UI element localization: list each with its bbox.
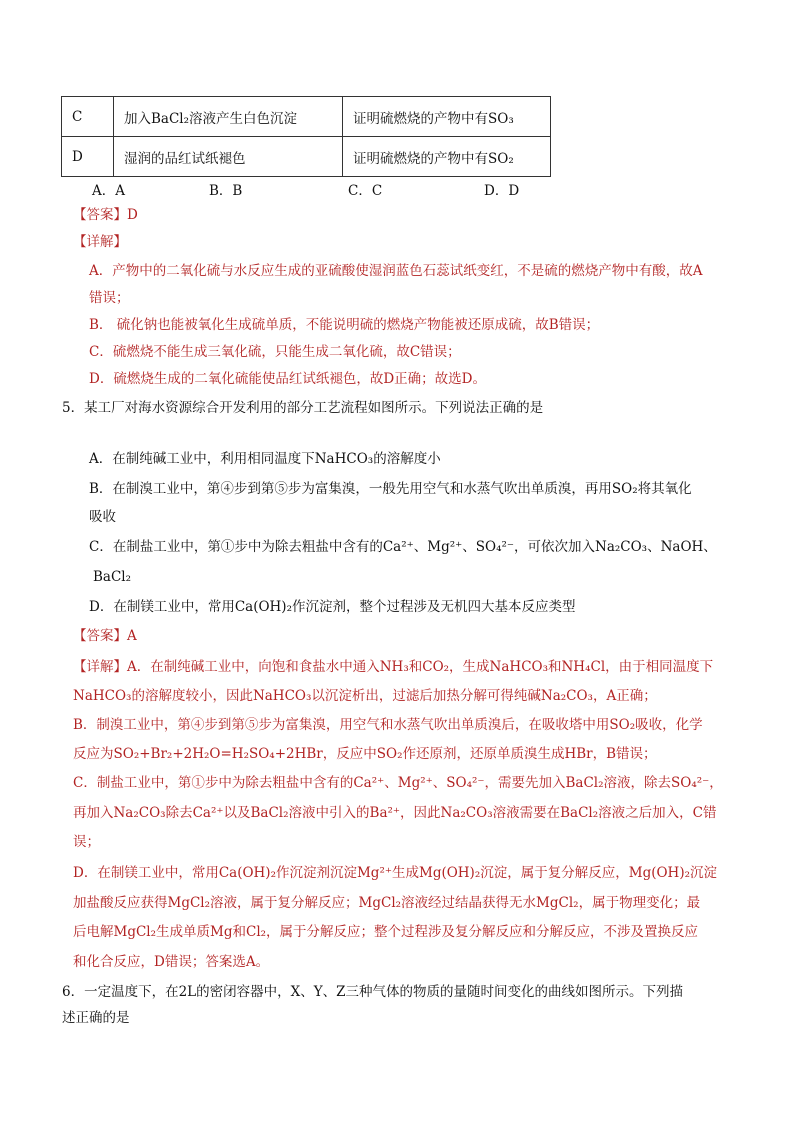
row-operation: 加入BaCl₂溶液产生白色沉淀 xyxy=(114,97,343,137)
q5-detail-line: D．在制镁工业中，常用Ca(OH)₂作沉淀剂沉淀Mg²⁺生成Mg(OH)₂沉淀，属于复分解反应，Mg(OH)₂沉淀 xyxy=(73,865,717,881)
row-label: C xyxy=(62,97,114,137)
q4-detail-line: B． 硫化钠也能被氧化生成硫单质，不能说明硫的燃烧产物能被还原成硫，故B错误； xyxy=(89,317,600,333)
answer-value: A xyxy=(127,628,137,644)
q5-detail-line: 再加入Na₂CO₃除去Ca²⁺以及BaCl₂溶液中引入的Ba²⁺，因此Na₂CO₃溶液需要在BaCl₂溶液之后加入，C错 xyxy=(73,805,717,821)
q5-detail-first xyxy=(73,657,713,677)
q5-detail-line: NaHCO₃的溶解度较小，因此NaHCO₃以沉淀析出，过滤后加热分解可得纯碱Na₂CO₃，A正确； xyxy=(73,688,657,704)
q6-stem-line: 6．一定温度下，在2L的密闭容器中，X、Y、Z三种气体的物质的量随时间变化的曲线如图所示。下列描 xyxy=(62,984,684,1000)
table-row xyxy=(62,137,551,177)
choice-a: A．A xyxy=(92,183,125,199)
answer-label: 【答案】 xyxy=(73,207,127,223)
choice-d: D．D xyxy=(484,183,520,199)
q5-detail-line: B．制溴工业中，第④步到第⑤步为富集溴，用空气和水蒸气吹出单质溴后，在吸收塔中用SO₂吸收，化学 xyxy=(73,717,703,733)
q5-detail-line: 后电解MgCl₂生成单质Mg和Cl₂，属于分解反应；整个过程涉及复分解反应和分解反应，不涉及置换反应 xyxy=(73,924,699,940)
q5-option-a: A．在制纯碱工业中，利用相同温度下NaHCO₃的溶解度小 xyxy=(89,451,441,467)
row-label: D xyxy=(62,137,114,177)
q5-option-d: D．在制镁工业中，常用Ca(OH)₂作沉淀剂，整个过程涉及无机四大基本反应类型 xyxy=(89,599,576,615)
q5-detail-line: 和化合反应，D错误；答案选A。 xyxy=(73,954,270,970)
q5-detail-line: 加盐酸反应获得MgCl₂溶液，属于复分解反应；MgCl₂溶液经过结晶获得无水MgCl₂，属于物理变化；最 xyxy=(73,895,701,911)
q4-detail-label: 【详解】 xyxy=(73,234,127,250)
q5-detail-line: C．制盐工业中，第①步中为除去粗盐中含有的Ca²⁺、Mg²⁺、SO₄²⁻，需要先加入BaCl₂溶液，除去SO₄²⁻， xyxy=(73,775,723,791)
q5-detail-line: A．在制纯碱工业中，向饱和食盐水中通入NH₃和CO₂，生成NaHCO₃和NH₄Cl，由于相同温度下 xyxy=(127,659,714,675)
choice-b: B．B xyxy=(209,183,243,199)
row-operation: 湿润的品红试纸褪色 xyxy=(114,137,343,177)
q6-stem-line: 述正确的是 xyxy=(62,1010,130,1026)
answer-value: D xyxy=(127,207,138,223)
q4-detail-line: C．硫燃烧不能生成三氧化硫，只能生成二氧化硫，故C错误； xyxy=(89,344,461,360)
row-conclusion: 证明硫燃烧的产物中有SO₂ xyxy=(343,137,551,177)
q5-detail-line: 误； xyxy=(73,834,100,850)
q4-detail-line: D．硫燃烧生成的二氧化硫能使品红试纸褪色，故D正确；故选D。 xyxy=(89,371,486,387)
q5-detail-line: 反应为SO₂+Br₂+2H₂O=H₂SO₄+2HBr，反应中SO₂作还原剂，还原单质溴生成HBr，B错误； xyxy=(73,746,657,762)
detail-label: 【详解】 xyxy=(73,659,127,675)
table-row xyxy=(62,97,551,137)
q4-answer xyxy=(73,205,138,225)
options-table xyxy=(61,96,551,177)
q5-answer xyxy=(73,626,137,646)
q5-option-c: C．在制盐工业中，第①步中为除去粗盐中含有的Ca²⁺、Mg²⁺、SO₄²⁻，可依次加入Na₂CO₃、NaOH、 xyxy=(89,539,717,555)
q4-detail-line: A．产物中的二氧化硫与水反应生成的亚硫酸使湿润蓝色石蕊试纸变红，不是硫的燃烧产物中有酸，故A xyxy=(89,263,703,279)
q4-detail-line: 错误； xyxy=(89,290,130,306)
answer-label: 【答案】 xyxy=(73,628,127,644)
choice-c: C．C xyxy=(348,183,383,199)
q5-option-c-cont: BaCl₂ xyxy=(93,569,132,585)
q5-stem: 5．某工厂对海水资源综合开发利用的部分工艺流程如图所示。下列说法正确的是 xyxy=(62,400,544,416)
row-conclusion: 证明硫燃烧的产物中有SO₃ xyxy=(343,97,551,137)
q5-option-b: B．在制溴工业中，第④步到第⑤步为富集溴，一般先用空气和水蒸气吹出单质溴，再用SO₂将其氧化 xyxy=(89,481,692,497)
q5-option-b-cont: 吸收 xyxy=(89,509,116,525)
